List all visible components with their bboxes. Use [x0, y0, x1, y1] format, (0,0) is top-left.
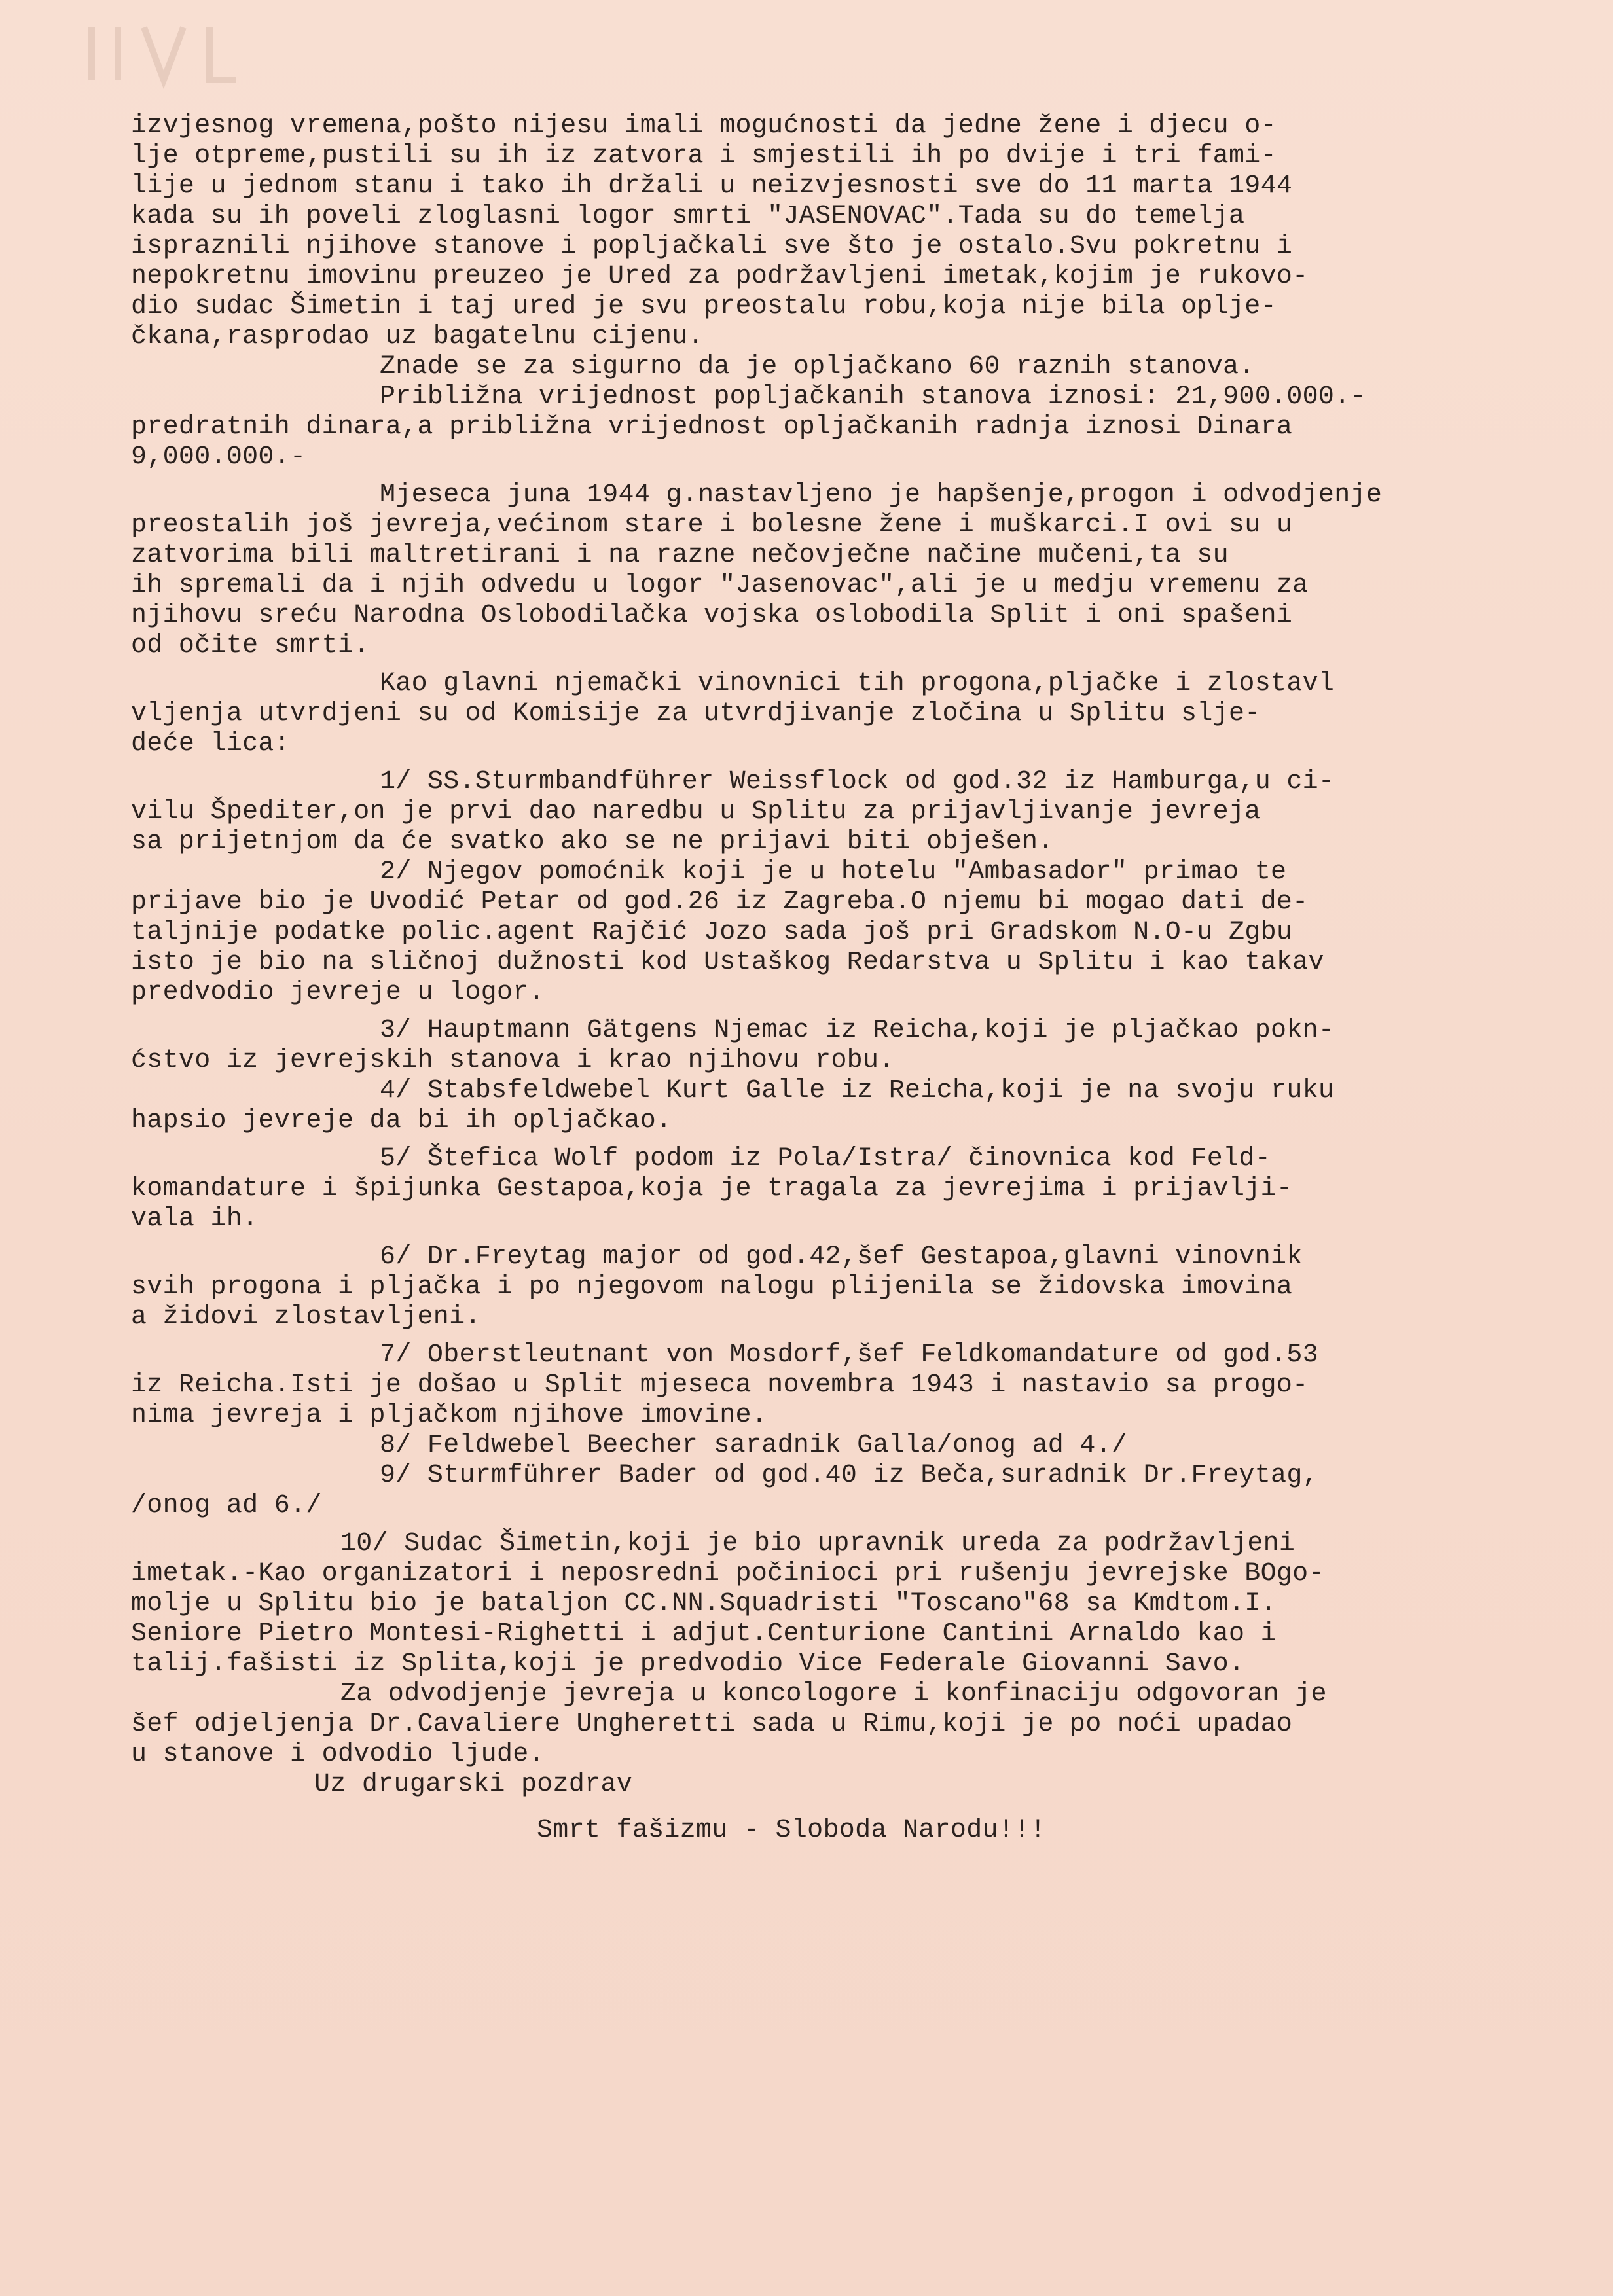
text-line: komandature i špijunka Gestapoa,koja je tragala za jevrejima i prijavlji- [131, 1174, 1293, 1204]
text-line: vljenja utvrdjeni su od Komisije za utvrdjivanje zločina u Splitu slje- [131, 699, 1261, 728]
text-line: vala ih. [131, 1204, 259, 1234]
text-line: isto je bio na sličnoj dužnosti kod Ustaškog Redarstva u Splitu i kao takav [131, 948, 1324, 977]
text-line: svih progona i pljačka i po njegovom nalogu plijenila se židovska imovina [131, 1272, 1293, 1302]
text-line: Za odvodjenje jevreja u koncologore i konfinaciju odgovoran je [340, 1679, 1327, 1709]
text-line: u stanove i odvodio ljude. [131, 1740, 545, 1769]
text-line: zatvorima bili maltretirani i na razne nečovječne načine mučeni,ta su [131, 541, 1229, 570]
text-line: 9/ Sturmführer Bader od god.40 iz Beča,suradnik Dr.Freytag, [380, 1461, 1318, 1490]
text-line: molje u Splitu bio je bataljon CC.NN.Squadristi "Toscano"68 sa Kmdtom.I. [131, 1589, 1277, 1619]
text-line: iz Reicha.Isti je došao u Split mjeseca novembra 1943 i nastavio sa progo- [131, 1371, 1309, 1400]
text-line: /onog ad 6./ [131, 1491, 322, 1520]
text-line: Mjeseca juna 1944 g.nastavljeno je hapšenje,progon i odvodjenje [380, 480, 1383, 510]
text-line: lije u jednom stanu i tako ih držali u neizvjesnosti sve do 11 marta 1944 [131, 171, 1293, 201]
text-line: dio sudac Šimetin i taj ured je svu preostalu robu,koja nije bila oplje- [131, 292, 1277, 321]
text-line: ćstvo iz jevrejskih stanova i krao njihovu robu. [131, 1046, 895, 1075]
text-line: lje otpreme,pustili su ih iz zatvora i smjestili ih po dvije i tri fami- [131, 141, 1277, 171]
text-line: talij.fašisti iz Splita,koji je predvodio Vice Federale Giovanni Savo. [131, 1649, 1245, 1679]
text-line: predvodio jevreje u logor. [131, 978, 545, 1007]
text-line: vilu Špediter,on je prvi dao naredbu u Splitu za prijavljivanje jevreja [131, 797, 1261, 827]
text-line: Kao glavni njemački vinovnici tih progona,pljačke i zlostavl [380, 669, 1335, 698]
text-line: 2/ Njegov pomoćnik koji je u hotelu "Ambasador" primao te [380, 857, 1287, 887]
text-line: 8/ Feldwebel Beecher saradnik Galla/onog ad 4./ [380, 1431, 1128, 1460]
text-line: 1/ SS.Sturmbandführer Weissflock od god.32 iz Hamburga,u ci- [380, 767, 1335, 797]
text-line: izvjesnog vremena,pošto nijesu imali mogućnosti da jedne žene i djecu o- [131, 111, 1277, 141]
text-line: deće lica: [131, 729, 291, 759]
text-line: čkana,rasprodao uz bagatelnu cijenu. [131, 322, 704, 351]
closing-greeting: Uz drugarski pozdrav [314, 1770, 633, 1799]
text-line: 6/ Dr.Freytag major od god.42,šef Gestapoa,glavni vinovnik [380, 1242, 1303, 1272]
text-line: 3/ Hauptmann Gätgens Njemac iz Reicha,koji je pljačkao pokn- [380, 1016, 1335, 1045]
faded-stamp-mark [79, 14, 249, 93]
text-line: Znade se za sigurno da je opljačkano 60 raznih stanova. [380, 352, 1255, 382]
text-line: 7/ Oberstleutnant von Mosdorf,šef Feldkomandature od god.53 [380, 1340, 1318, 1370]
text-line: a židovi zlostavljeni. [131, 1302, 481, 1332]
text-line: prijave bio je Uvodić Petar od god.26 iz Zagreba.O njemu bi mogao dati de- [131, 888, 1309, 917]
text-line: sa prijetnjom da će svatko ako se ne prijavi biti obješen. [131, 827, 1054, 857]
letter-body [131, 111, 1591, 1846]
text-line: nima jevreja i pljačkom njihove imovine. [131, 1401, 768, 1430]
text-line: 10/ Sudac Šimetin,koji je bio upravnik ureda za podržavljeni [340, 1529, 1296, 1558]
text-line: 5/ Štefica Wolf podom iz Pola/Istra/ činovnica kod Feld- [380, 1144, 1271, 1174]
text-line: ih spremali da i njih odvedu u logor "Jasenovac",ali je u medju vremenu za [131, 571, 1309, 600]
text-line: nepokretnu imovinu preuzeo je Ured za podržavljeni imetak,kojim je rukovo- [131, 262, 1309, 291]
text-line: Približna vrijednost popljačkanih stanova iznosi: 21,900.000.- [380, 382, 1366, 412]
text-line: njihovu sreću Narodna Oslobodilačka vojska oslobodila Split i oni spašeni [131, 601, 1293, 630]
text-line: Seniore Pietro Montesi-Righetti i adjut.Centurione Cantini Arnaldo kao i [131, 1619, 1277, 1649]
text-line: imetak.-Kao organizatori i neposredni počinioci pri rušenju jevrejske BOgo- [131, 1559, 1324, 1588]
text-line: taljnije podatke polic.agent Rajčić Jozo sada još pri Gradskom N.O-u Zgbu [131, 918, 1293, 947]
text-line: 4/ Stabsfeldwebel Kurt Galle iz Reicha,koji je na svoju ruku [380, 1076, 1335, 1105]
text-line: predratnih dinara,a približna vrijednost opljačkanih radnja iznosi Dinara [131, 412, 1293, 442]
text-line: kada su ih poveli zloglasni logor smrti "JASENOVAC".Tada su do temelja [131, 202, 1261, 231]
text-line: preostalih još jevreja,većinom stare i bolesne žene i muškarci.I ovi su u [131, 511, 1293, 540]
text-line: šef odjeljenja Dr.Cavaliere Ungheretti sada u Rimu,koji je po noći upadao [131, 1710, 1293, 1739]
text-line: hapsio jevreje da bi ih opljačkao. [131, 1106, 672, 1136]
text-line: od očite smrti. [131, 631, 370, 660]
closing-slogan: Smrt fašizmu - Sloboda Narodu!!! [537, 1816, 1046, 1845]
text-line: 9,000.000.- [131, 442, 306, 472]
text-line: ispraznili njihove stanove i popljačkali sve što je ostalo.Svu pokretnu i [131, 232, 1293, 261]
